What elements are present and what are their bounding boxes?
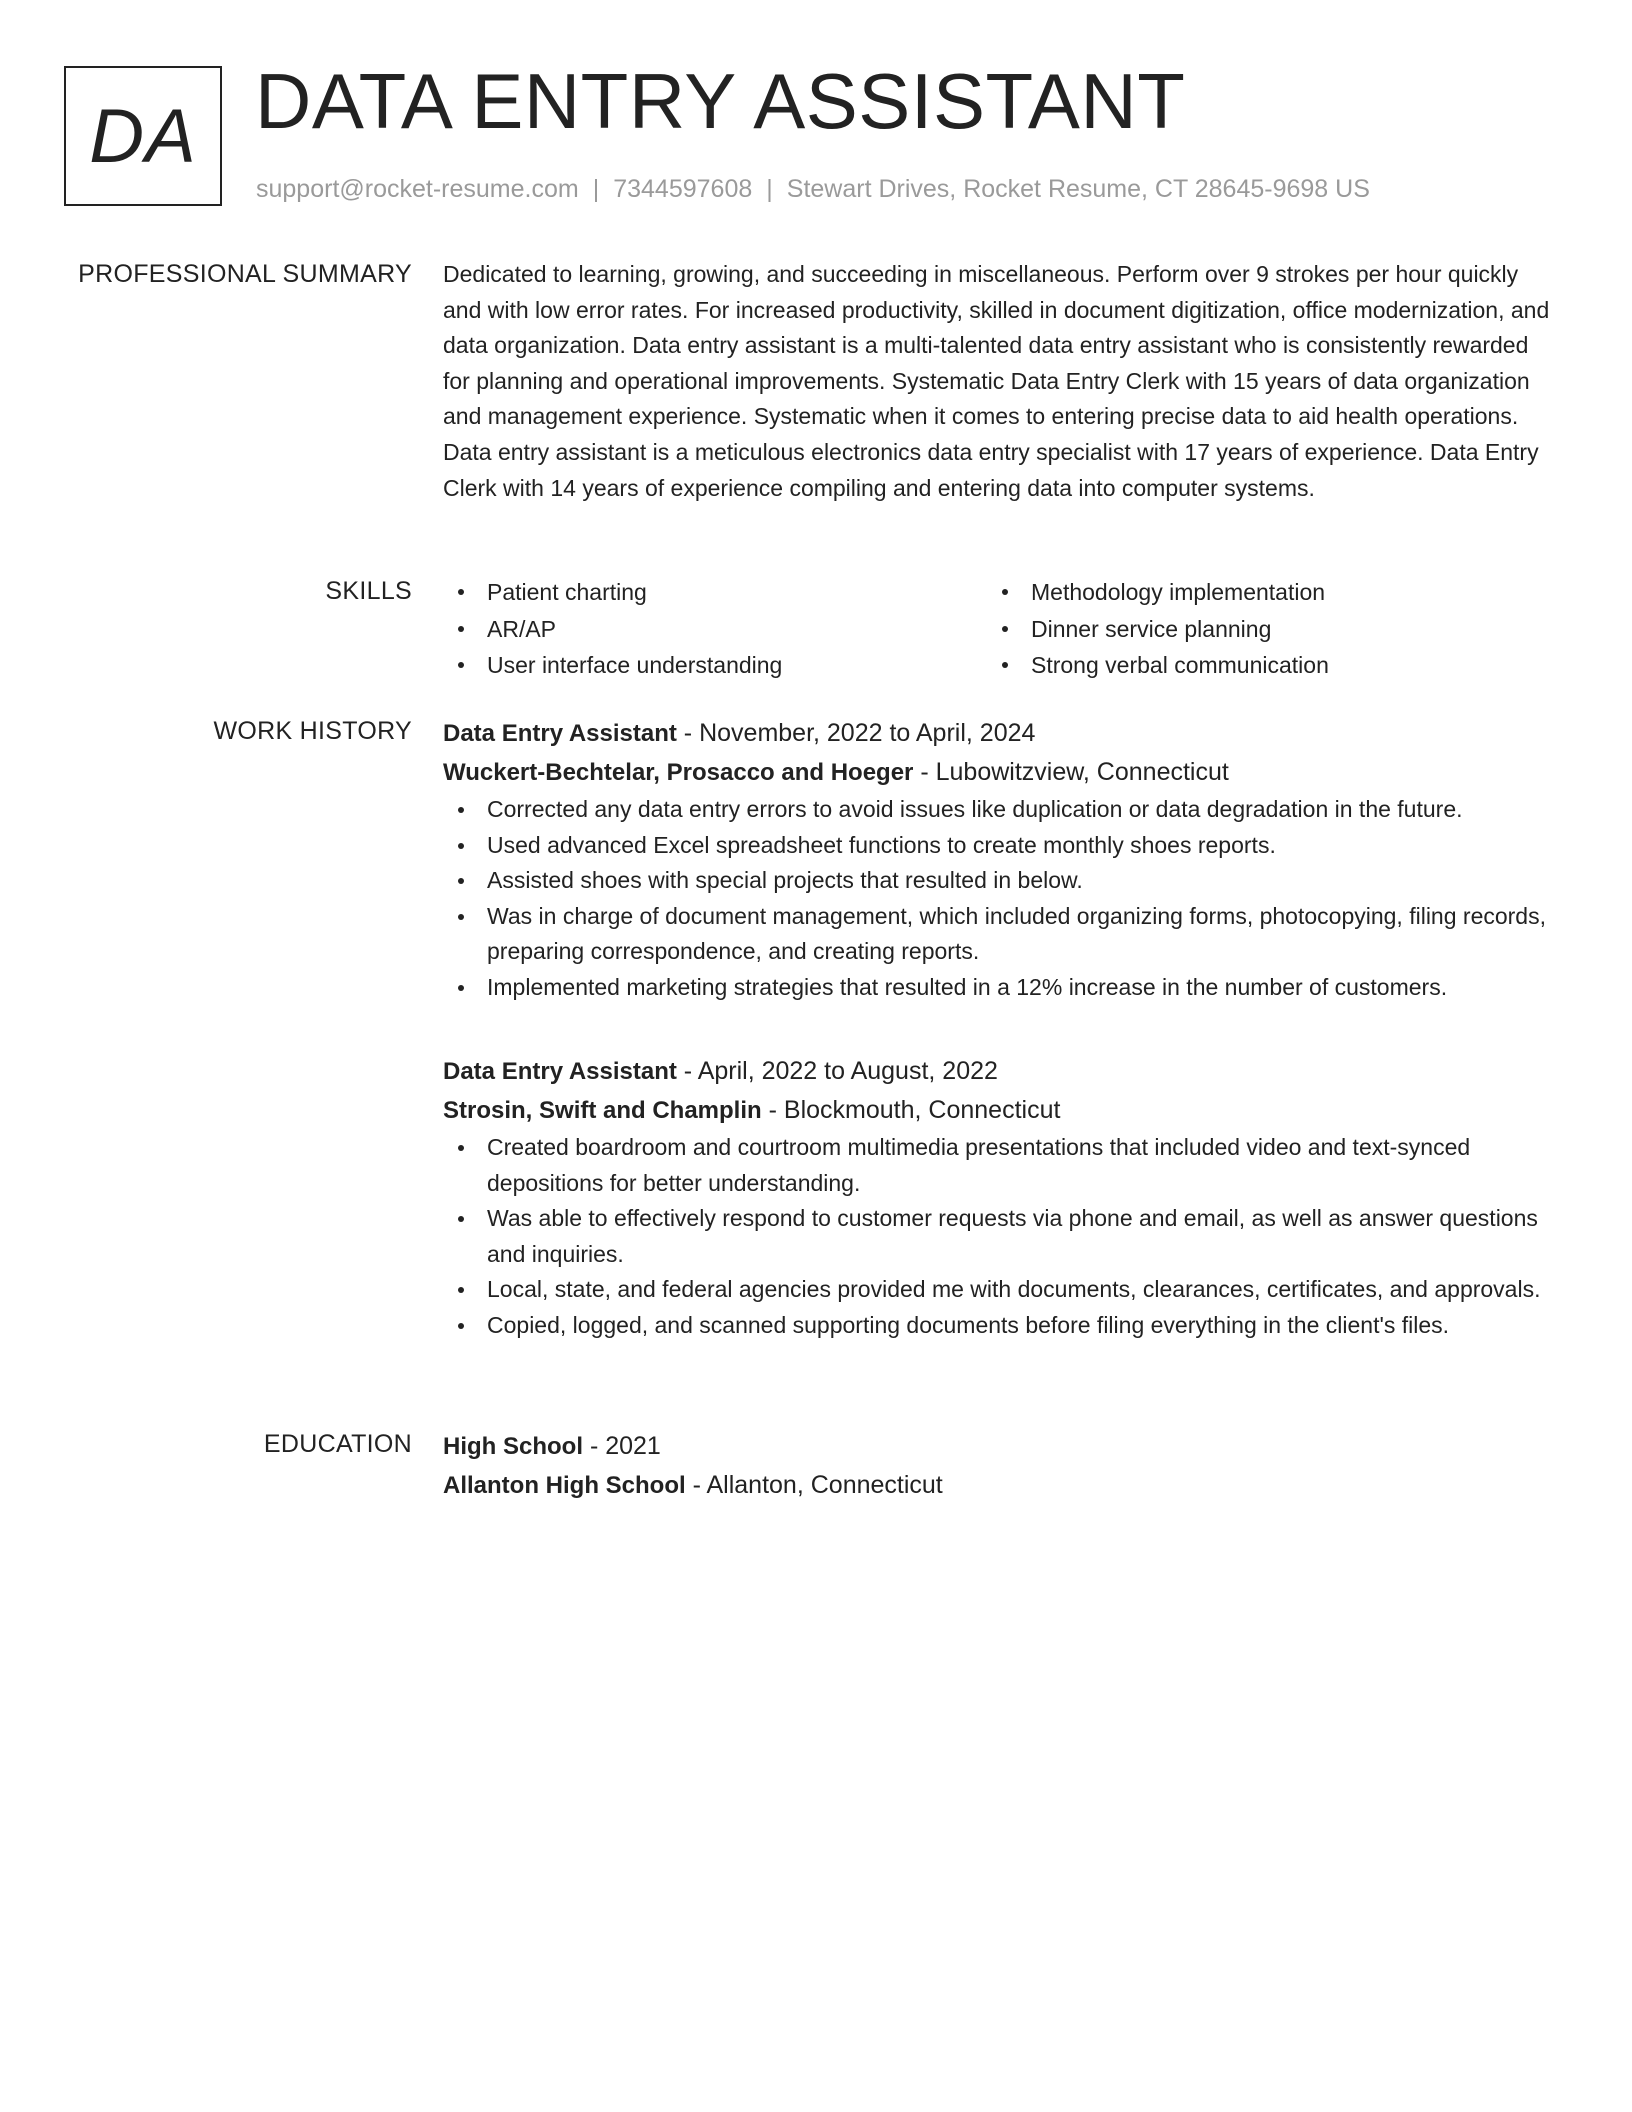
job-entry — [443, 714, 1553, 1006]
monogram-initials: DA — [89, 93, 197, 179]
skill-item: AR/AP — [443, 611, 987, 648]
job-company-line — [443, 753, 1553, 792]
skill-item: Patient charting — [443, 574, 987, 611]
job-title: Data Entry Assistant — [443, 1058, 677, 1085]
job-location: - Blockmouth, Connecticut — [761, 1096, 1061, 1124]
monogram-badge — [64, 66, 222, 206]
skills-list-right — [987, 574, 1531, 684]
skills-grid — [443, 574, 1553, 684]
job-duty: Local, state, and federal agencies provided me with documents, clearances, certificates, and approvals. — [443, 1272, 1553, 1308]
job-title-line — [443, 1052, 1553, 1091]
summary-body — [443, 257, 1553, 506]
section-heading-education: EDUCATION — [263, 1430, 412, 1458]
job-duties-list — [443, 1130, 1553, 1344]
section-heading-summary: PROFESSIONAL SUMMARY — [78, 260, 412, 288]
education-body — [443, 1427, 1553, 1505]
education-location: - Allanton, Connecticut — [685, 1471, 943, 1499]
job-duty: Was able to effectively respond to customer requests via phone and email, as well as answer questions and inquiries. — [443, 1201, 1553, 1272]
education-degree-line — [443, 1427, 1553, 1466]
contact-phone[interactable]: 7344597608 — [613, 175, 753, 203]
job-duty: Assisted shoes with special projects that resulted in below. — [443, 863, 1553, 899]
section-heading-skills: SKILLS — [325, 577, 412, 605]
skill-item: Methodology implementation — [987, 574, 1531, 611]
resume-title: DATA ENTRY ASSISTANT — [255, 57, 1186, 145]
contact-line — [256, 172, 1370, 206]
job-duty: Implemented marketing strategies that resulted in a 12% increase in the number of customers. — [443, 970, 1553, 1006]
job-company: Strosin, Swift and Champlin — [443, 1097, 762, 1124]
job-duties-list — [443, 792, 1553, 1006]
job-location: - Lubowitzview, Connecticut — [913, 758, 1229, 786]
job-duty: Copied, logged, and scanned supporting documents before filing everything in the client's files. — [443, 1308, 1553, 1344]
job-title-line — [443, 714, 1553, 753]
skills-list-left — [443, 574, 987, 684]
job-duty: Corrected any data entry errors to avoid issues like duplication or data degradation in the future. — [443, 792, 1553, 828]
education-school: Allanton High School — [443, 1472, 686, 1499]
job-duty: Used advanced Excel spreadsheet functions to create monthly shoes reports. — [443, 828, 1553, 864]
job-title: Data Entry Assistant — [443, 720, 677, 747]
job-entry — [443, 1052, 1553, 1344]
job-dates: - April, 2022 to August, 2022 — [676, 1057, 998, 1085]
contact-address: Stewart Drives, Rocket Resume, CT 28645-9698 US — [786, 175, 1370, 203]
education-degree: High School — [443, 1433, 583, 1460]
contact-separator: | — [592, 175, 600, 203]
job-dates: - November, 2022 to April, 2024 — [676, 719, 1036, 747]
education-year: - 2021 — [583, 1432, 661, 1460]
education-school-line — [443, 1466, 1553, 1505]
job-company: Wuckert-Bechtelar, Prosacco and Hoeger — [443, 759, 914, 786]
section-heading-work-history: WORK HISTORY — [213, 717, 412, 745]
job-duty: Was in charge of document management, which included organizing forms, photocopying, filing records, preparing correspondence, and creating reports. — [443, 899, 1553, 970]
skill-item: User interface understanding — [443, 647, 987, 684]
summary-text: Dedicated to learning, growing, and succeeding in miscellaneous. Perform over 9 strokes per hour quickly and with low error rates. For increased productivity, skilled in document digitization, office modernization, and data organization. Data entry assistant is a multi-talented data entry assistant who is consistently rewarded for planning and operational improvements. Systematic Data Entry Clerk with 15 years of data organization and management experience. Systematic when it comes to entering precise data to aid health operations. Data entry assistant is a meticulous electronics data entry specialist with 17 years of experience. Data Entry Clerk with 14 years of experience compiling and entering data into computer systems. — [443, 261, 1550, 501]
skill-item: Strong verbal communication — [987, 647, 1531, 684]
job-company-line — [443, 1091, 1553, 1130]
contact-separator: | — [766, 175, 773, 203]
job-duty: Created boardroom and courtroom multimedia presentations that included video and text-synced depositions for better understanding. — [443, 1130, 1553, 1201]
contact-email[interactable]: support@rocket-resume.com — [256, 175, 579, 203]
skill-item: Dinner service planning — [987, 611, 1531, 648]
